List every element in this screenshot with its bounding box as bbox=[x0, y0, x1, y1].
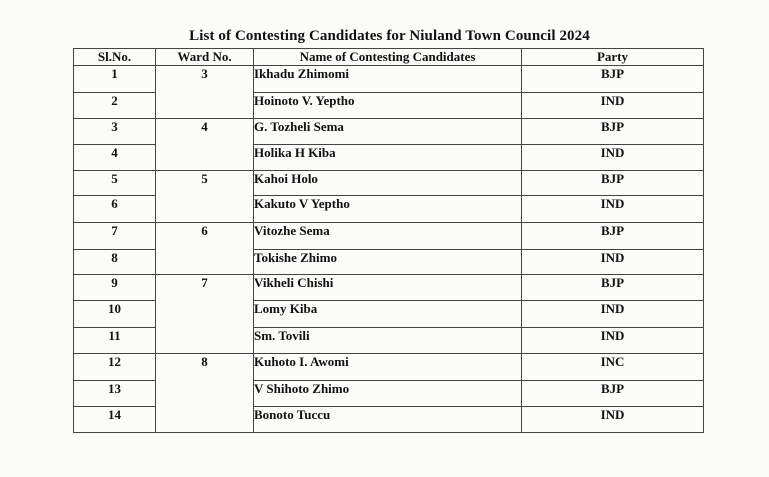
sl-cell: 14 bbox=[74, 407, 156, 433]
candidates-table bbox=[73, 48, 704, 433]
name-cell: Ikhadu Zhimomi bbox=[254, 66, 522, 93]
ward-cell: 5 bbox=[156, 171, 254, 223]
name-cell: Kakuto V Yeptho bbox=[254, 196, 522, 223]
table-row bbox=[74, 223, 704, 250]
name-cell: Kahoi Holo bbox=[254, 171, 522, 196]
header-name: Name of Contesting Candidates bbox=[254, 49, 522, 66]
table-row bbox=[74, 119, 704, 145]
header-row bbox=[74, 49, 704, 66]
name-cell: Tokishe Zhimo bbox=[254, 250, 522, 275]
ward-cell: 3 bbox=[156, 66, 254, 119]
ward-cell: 7 bbox=[156, 275, 254, 354]
table-row bbox=[74, 275, 704, 301]
party-cell: BJP bbox=[522, 171, 704, 196]
table-row bbox=[74, 171, 704, 196]
header-sl-no: Sl.No. bbox=[74, 49, 156, 66]
name-cell: Holika H Kiba bbox=[254, 145, 522, 171]
party-cell: BJP bbox=[522, 381, 704, 407]
name-cell: Vikheli Chishi bbox=[254, 275, 522, 301]
party-cell: IND bbox=[522, 301, 704, 328]
name-cell: Hoinoto V. Yeptho bbox=[254, 93, 522, 119]
name-cell: V Shihoto Zhimo bbox=[254, 381, 522, 407]
sl-cell: 10 bbox=[74, 301, 156, 328]
name-cell: Lomy Kiba bbox=[254, 301, 522, 328]
sl-cell: 8 bbox=[74, 250, 156, 275]
ward-cell: 4 bbox=[156, 119, 254, 171]
sl-cell: 1 bbox=[74, 66, 156, 93]
party-cell: BJP bbox=[522, 223, 704, 250]
party-cell: BJP bbox=[522, 66, 704, 93]
ward-cell: 6 bbox=[156, 223, 254, 275]
name-cell: G. Tozheli Sema bbox=[254, 119, 522, 145]
sl-cell: 7 bbox=[74, 223, 156, 250]
name-cell: Sm. Tovili bbox=[254, 328, 522, 354]
sl-cell: 12 bbox=[74, 354, 156, 381]
sl-cell: 6 bbox=[74, 196, 156, 223]
sl-cell: 2 bbox=[74, 93, 156, 119]
party-cell: BJP bbox=[522, 275, 704, 301]
header-party: Party bbox=[522, 49, 704, 66]
party-cell: IND bbox=[522, 328, 704, 354]
sl-cell: 4 bbox=[74, 145, 156, 171]
sl-cell: 9 bbox=[74, 275, 156, 301]
header-ward-no: Ward No. bbox=[156, 49, 254, 66]
name-cell: Bonoto Tuccu bbox=[254, 407, 522, 433]
ward-cell: 8 bbox=[156, 354, 254, 433]
table-row bbox=[74, 354, 704, 381]
party-cell: INC bbox=[522, 354, 704, 381]
party-cell: IND bbox=[522, 250, 704, 275]
party-cell: IND bbox=[522, 196, 704, 223]
sl-cell: 11 bbox=[74, 328, 156, 354]
party-cell: BJP bbox=[522, 119, 704, 145]
party-cell: IND bbox=[522, 145, 704, 171]
name-cell: Kuhoto I. Awomi bbox=[254, 354, 522, 381]
party-cell: IND bbox=[522, 93, 704, 119]
party-cell: IND bbox=[522, 407, 704, 433]
sl-cell: 3 bbox=[74, 119, 156, 145]
sl-cell: 13 bbox=[74, 381, 156, 407]
name-cell: Vitozhe Sema bbox=[254, 223, 522, 250]
page-title: List of Contesting Candidates for Niuland Town Council 2024 bbox=[189, 28, 590, 44]
table-row bbox=[74, 66, 704, 93]
sl-cell: 5 bbox=[74, 171, 156, 196]
